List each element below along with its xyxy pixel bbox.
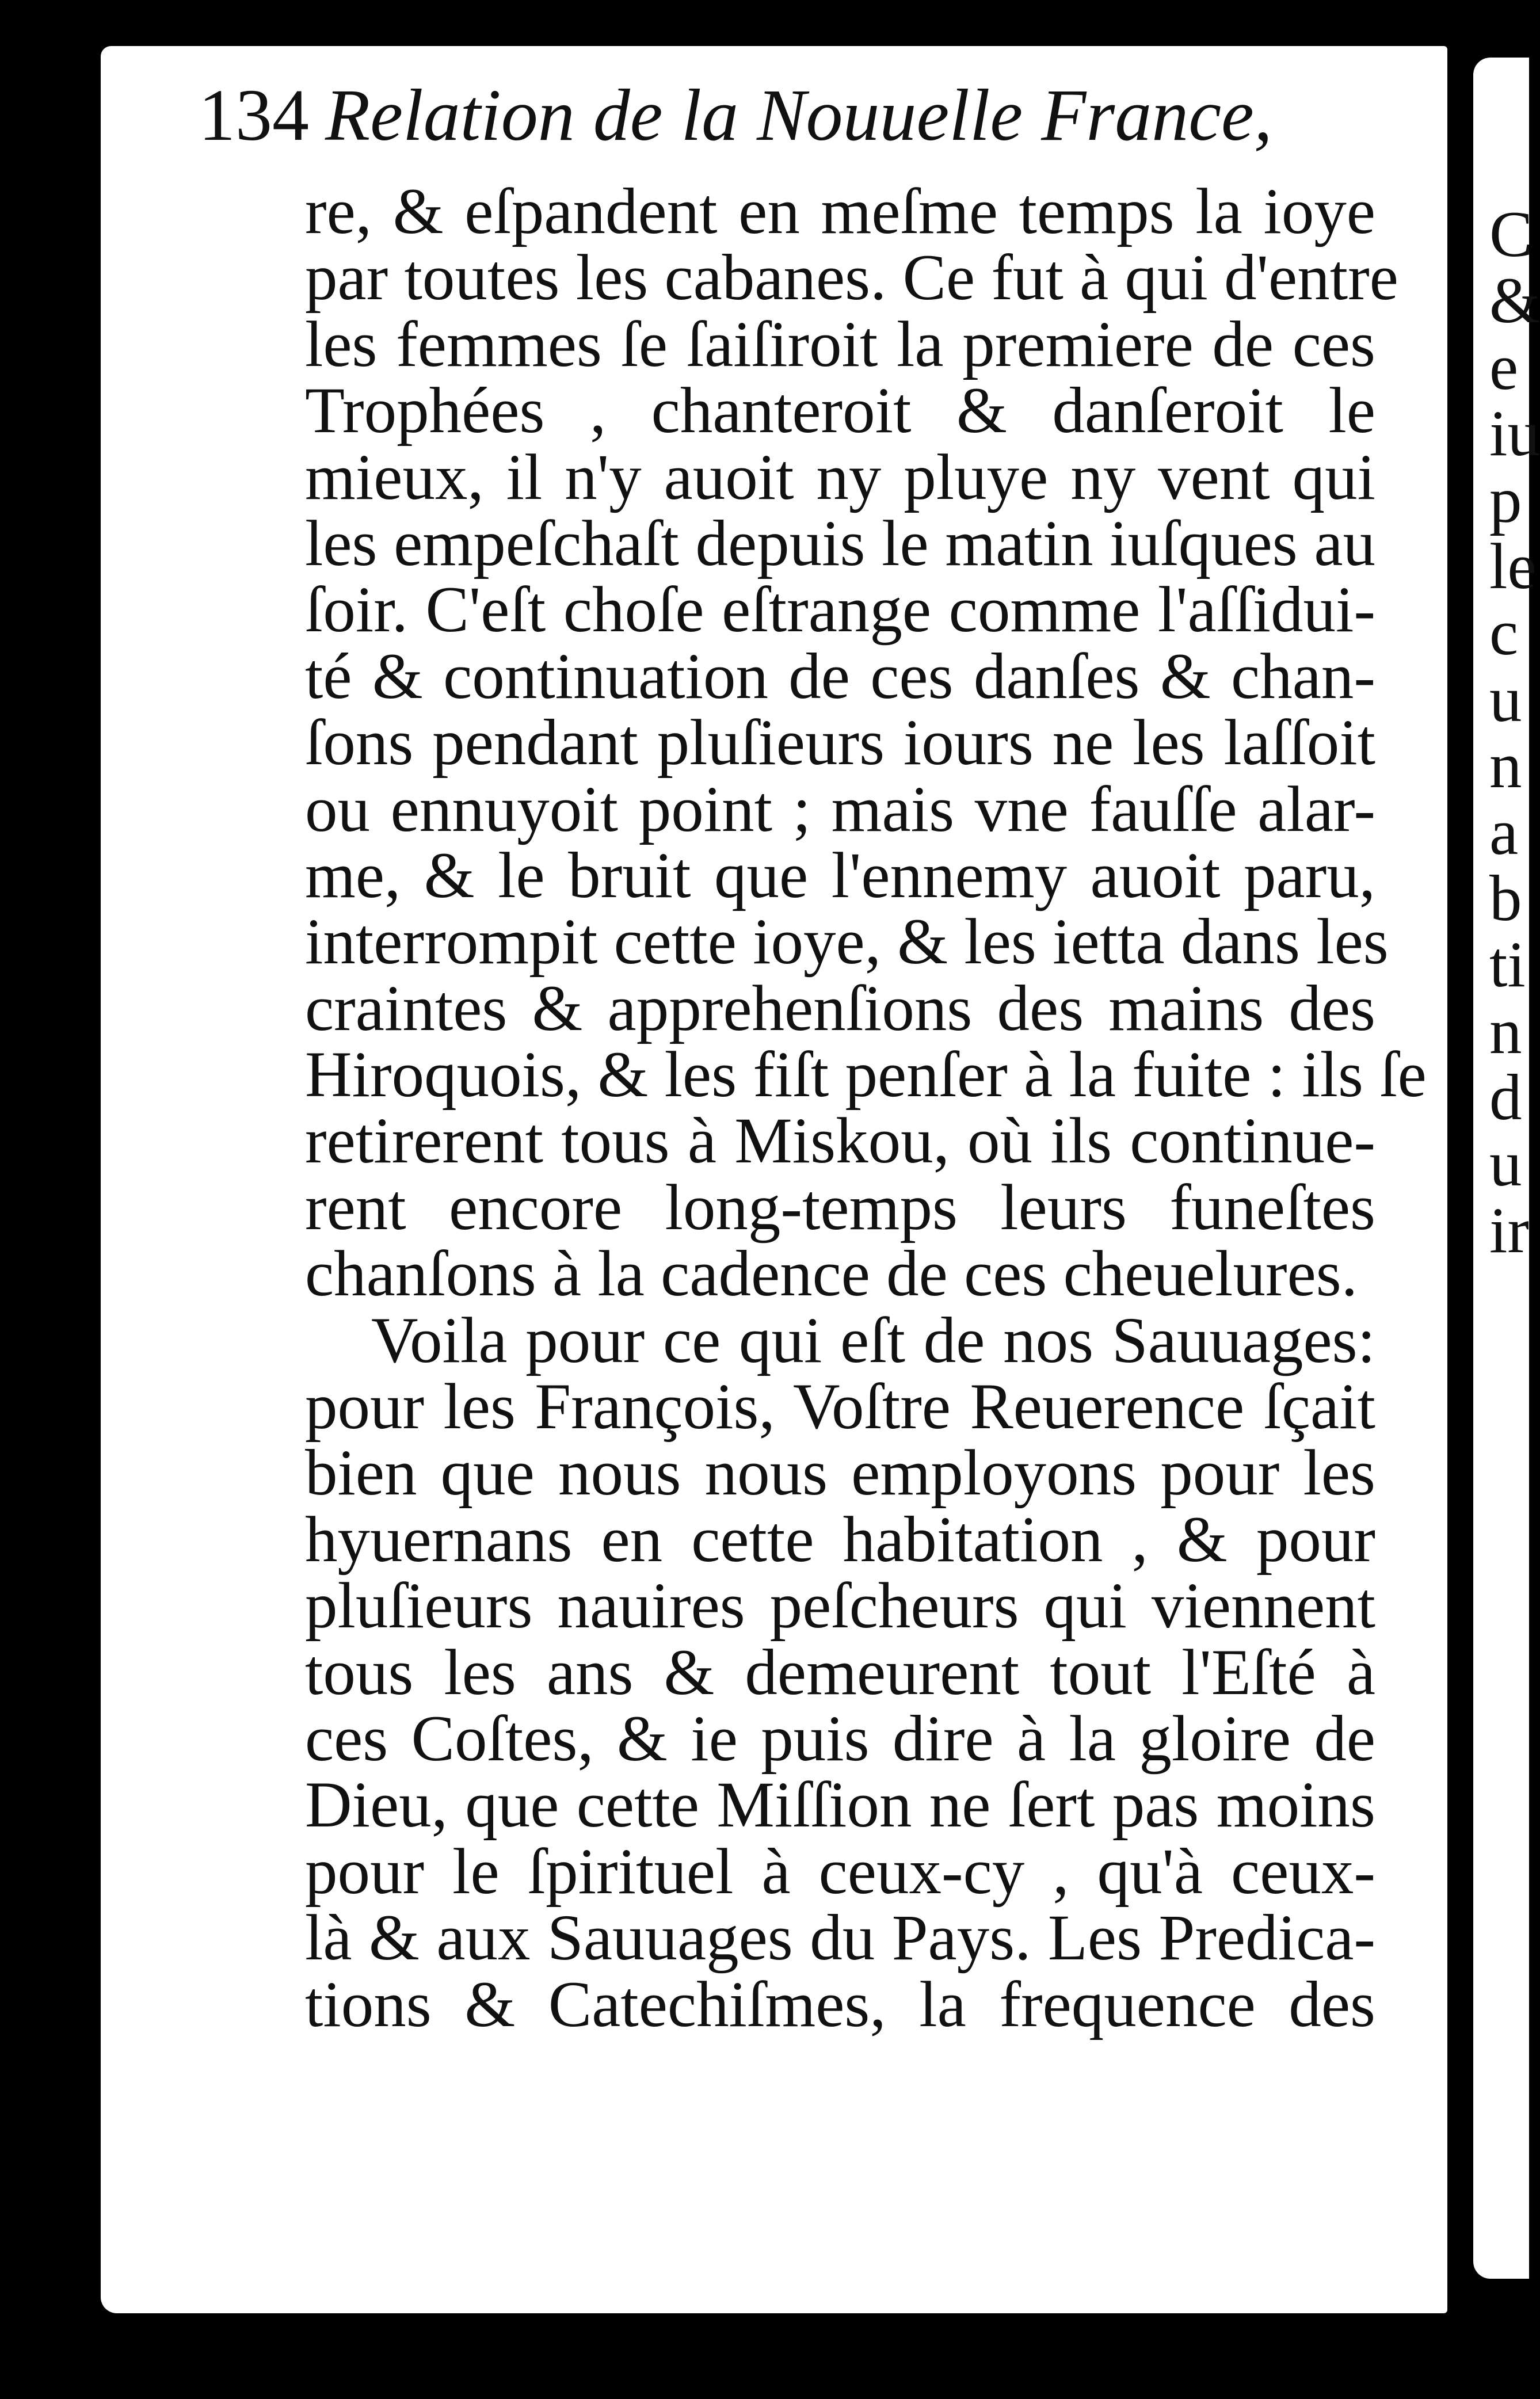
page-number: 134 bbox=[199, 74, 309, 156]
text-line: Dieu, que cette Miſſion ne ſert pas moins bbox=[305, 1769, 1375, 1841]
facing-line: c bbox=[1489, 597, 1519, 669]
text-body bbox=[305, 176, 1427, 2041]
text-line: Hiroquois, & les fiſt penſer à la fuite : ils ſe bbox=[305, 1039, 1427, 1111]
text-line: ces Coſtes, & ie puis dire à la gloire de bbox=[305, 1702, 1375, 1775]
text-line: ſons pendant pluſieurs iours ne les laſſoit bbox=[305, 707, 1375, 779]
facing-line: le bbox=[1489, 530, 1537, 602]
text-line: interrompit cette ioye, & les ietta dans les bbox=[305, 906, 1389, 978]
text-line: hyuernans en cette habitation , & pour bbox=[305, 1503, 1375, 1576]
text-line: bien que nous nous employons pour les bbox=[305, 1437, 1375, 1509]
facing-line: C bbox=[1489, 199, 1533, 270]
text-line: me, & le bruit que l'ennemy auoit paru, bbox=[305, 839, 1375, 911]
text-line: Trophées , chanteroit & danſeroit le bbox=[305, 375, 1375, 447]
text-line: re, & eſpandent en meſme temps la ioye bbox=[305, 176, 1375, 247]
text-line: pour les François, Voſtre Reuerence ſçait bbox=[305, 1371, 1375, 1443]
text-line: té & continuation de ces danſes & chan- bbox=[305, 640, 1375, 712]
text-line: chanſons à la cadence de ces cheuelures. bbox=[305, 1238, 1358, 1310]
running-title: Relation de la Nouuelle France, bbox=[325, 74, 1272, 156]
facing-line: d bbox=[1489, 1062, 1522, 1134]
text-line: tous les ans & demeurent tout l'Eſté à bbox=[305, 1636, 1375, 1708]
text-line: les empeſchaſt depuis le matin iuſques au bbox=[305, 507, 1375, 579]
text-line: pluſieurs nauires peſcheurs qui viennent bbox=[305, 1570, 1375, 1642]
facing-line: a bbox=[1489, 796, 1519, 868]
facing-line: n bbox=[1489, 995, 1522, 1067]
text-line: rent encore long-temps leurs funeſtes bbox=[305, 1171, 1375, 1244]
text-line: par toutes les cabanes. Ce fut à qui d'entre bbox=[305, 242, 1398, 314]
facing-page-text bbox=[1489, 199, 1540, 1267]
facing-line: & bbox=[1489, 265, 1540, 337]
facing-line: n bbox=[1489, 730, 1522, 802]
facing-page bbox=[1473, 58, 1540, 2279]
text-line: retirerent tous à Miskou, où ils continue- bbox=[305, 1105, 1375, 1177]
text-line: là & aux Sauuages du Pays. Les Predica- bbox=[305, 1902, 1375, 1974]
facing-line: ti bbox=[1489, 929, 1526, 1001]
facing-line: ir bbox=[1489, 1194, 1530, 1267]
facing-line: iu bbox=[1489, 398, 1540, 470]
text-line: Voila pour ce qui eſt de nos Sauuages: bbox=[371, 1304, 1375, 1376]
facing-line: p bbox=[1489, 464, 1522, 536]
text-line: tions & Catechiſmes, la frequence des bbox=[305, 1968, 1375, 2041]
text-line: craintes & apprehenſions des mains des bbox=[305, 972, 1375, 1044]
text-line: les femmes ſe ſaiſiroit la premiere de ces bbox=[305, 308, 1375, 380]
text-line: ſoir. C'eſt choſe eſtrange comme l'aſſidui- bbox=[305, 574, 1375, 646]
text-line: mieux, il n'y auoit ny pluye ny vent qui bbox=[305, 441, 1375, 513]
text-line: ou ennuyoit point ; mais vne fauſſe alar- bbox=[305, 773, 1375, 845]
text-line: pour le ſpirituel à ceux-cy , qu'à ceux- bbox=[305, 1835, 1375, 1908]
facing-line: u bbox=[1489, 663, 1522, 735]
facing-line: e bbox=[1489, 331, 1519, 403]
facing-line: u bbox=[1489, 1128, 1522, 1200]
facing-line: b bbox=[1489, 862, 1522, 935]
page-header bbox=[199, 69, 1272, 161]
